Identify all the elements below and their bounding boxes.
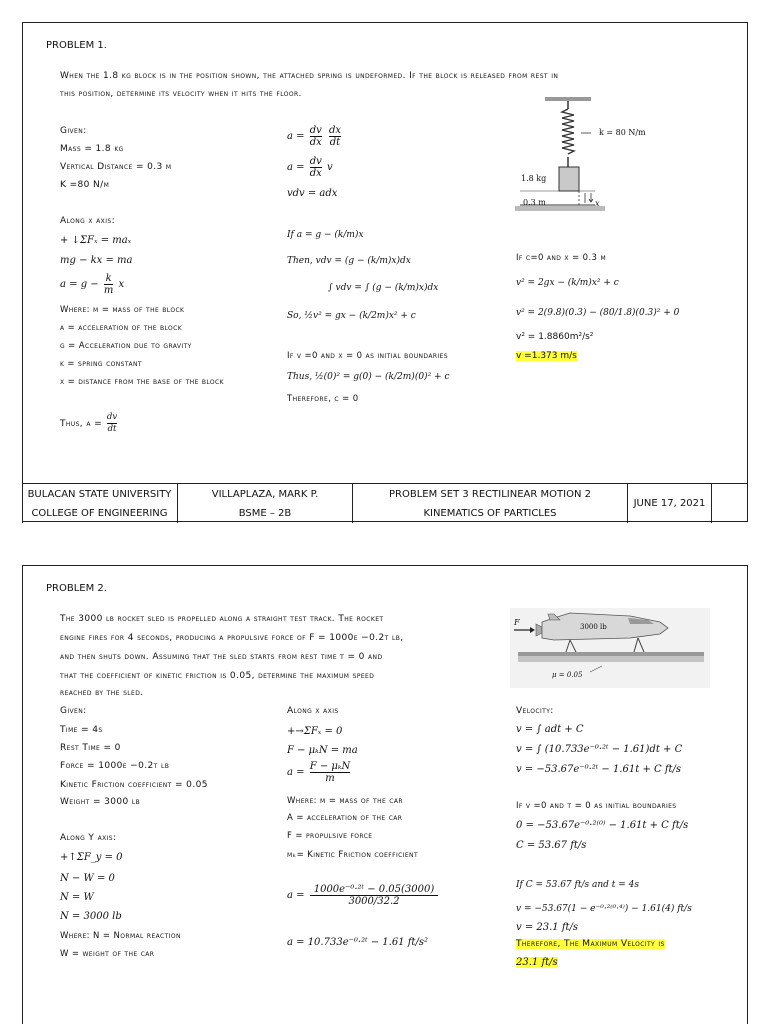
problem-2-statement-4: that the coefficient of kinetic friction is 0.05, determine the maximum speed bbox=[60, 671, 375, 681]
p2-x-where-2: A = acceleration of the car bbox=[287, 813, 403, 823]
problem-2-statement-1: The 3000 lb rocket sled is propelled along a straight test track. The rocket bbox=[60, 614, 384, 624]
middle-eq-1-lhs: a = bbox=[287, 131, 305, 142]
p2-y-eq-1: +↑ΣF_y = 0 bbox=[60, 852, 123, 863]
footer-date-value: JUNE 17, 2021 bbox=[633, 498, 706, 509]
middle-eq-2-den: dx bbox=[309, 168, 322, 179]
middle-eq-6: ∫ vdv = ∫ (g − (k/m)x)dx bbox=[328, 283, 439, 293]
rocket-sled-diagram bbox=[510, 608, 710, 688]
where-line-3: g = Acceleration due to gravity bbox=[60, 341, 192, 351]
footer-school-line-1: BULACAN STATE UNIVERSITY bbox=[27, 488, 172, 500]
problem-2-title: PROBLEM 2. bbox=[46, 583, 107, 594]
thus-equation bbox=[60, 412, 119, 435]
p2-velocity-eq-1: v = ∫ adt + C bbox=[516, 724, 584, 735]
where-line-2: a = acceleration of the block bbox=[60, 323, 183, 333]
p2-y-where-1: Where: N = Normal reaction bbox=[60, 931, 181, 941]
p2-velocity-eq-9: v = 23.1 ft/s bbox=[516, 922, 579, 933]
given-k: K =80 N/m bbox=[60, 180, 110, 190]
p2-y-eq-3: N = W bbox=[60, 892, 94, 903]
along-x-label: Along x axis: bbox=[60, 216, 116, 226]
footer-student bbox=[178, 484, 353, 523]
problem-2-statement-2: engine fires for 4 seconds, producing a propulsive force of F = 1000e −0.2t lb, bbox=[60, 633, 404, 643]
middle-eq-9: Thus, ½(0)² = g(0) − (k/2m)(0)² + c bbox=[287, 372, 450, 382]
p2-x-eq-2: F − μₖN = ma bbox=[287, 745, 358, 756]
middle-eq-1-n1: dv bbox=[309, 125, 322, 136]
p2-given-force: Force = 1000e −0.2t lb bbox=[60, 761, 170, 771]
right-eq-3: v² = 2(9.8)(0.3) − (80/1.8)(0.3)² + 0 bbox=[516, 308, 680, 318]
figure-2-force-label: F bbox=[514, 618, 520, 627]
middle-eq-2-rhs: v bbox=[326, 162, 333, 173]
thus-label: Thus, a = bbox=[60, 419, 103, 429]
problem-2-statement-3: and then shuts down. Assuming that the sled starts from rest time t = 0 and bbox=[60, 652, 383, 662]
where-line-1: Where: m = mass of the block bbox=[60, 305, 185, 315]
footer-left-border bbox=[22, 483, 23, 523]
p2-x-eq-1: +→ΣFₓ = 0 bbox=[287, 726, 343, 737]
where-line-5: x = distance from the base of the block bbox=[60, 377, 224, 387]
thus-num: dv bbox=[106, 412, 118, 422]
footer-table bbox=[22, 483, 748, 522]
footer-date bbox=[628, 484, 712, 523]
p2-velocity-eq-3: v = −53.67e⁻⁰·²ᵗ − 1.61t + C ft/s bbox=[516, 764, 682, 775]
p2-given-weight: Weight = 3000 lb bbox=[60, 797, 141, 807]
figure-1-mass-label: 1.8 kg bbox=[521, 174, 547, 183]
spring-block-diagram bbox=[515, 95, 685, 215]
footer-student-name: VILLAPLAZA, MARK P. bbox=[211, 488, 319, 500]
p2-x-where-3: F = propulsive force bbox=[287, 831, 373, 841]
p2-x-eq-3-num: F − μₖN bbox=[309, 761, 351, 772]
p2-x-eq-4-lhs: a = bbox=[287, 890, 305, 901]
equation-sum-forces: + ↓ΣFₓ = maₓ bbox=[60, 235, 132, 246]
p2-velocity-eq-7: If C = 53.67 ft/s and t = 4s bbox=[516, 880, 639, 890]
middle-eq-3: vdv = adx bbox=[287, 188, 338, 199]
footer-set-title: PROBLEM SET 3 RECTILINEAR MOTION 2 bbox=[389, 488, 591, 500]
middle-eq-2 bbox=[287, 156, 333, 179]
given-mass: Mass = 1.8 kg bbox=[60, 144, 124, 154]
p2-x-eq-3-den: m bbox=[325, 773, 335, 784]
p2-answer-line-2: 23.1 ft/s bbox=[516, 957, 558, 968]
p2-x-where-4: μₖ= Kinetic Friction coefficient bbox=[287, 850, 419, 860]
given-distance: Vertical Distance = 0.3 m bbox=[60, 162, 172, 172]
right-eq-1: If c=0 and x = 0.3 m bbox=[516, 253, 607, 263]
middle-eq-1-d2: dt bbox=[329, 137, 341, 148]
p2-velocity-eq-2: v = ∫ (10.733e⁻⁰·²ᵗ − 1.61)dt + C bbox=[516, 744, 683, 755]
p2-y-eq-2: N − W = 0 bbox=[60, 873, 115, 884]
p2-given-rest: Rest Time = 0 bbox=[60, 743, 121, 753]
rocket-sled-figure bbox=[510, 608, 710, 688]
figure-2-friction-label: μ = 0.05 bbox=[552, 671, 583, 679]
p2-velocity-label: Velocity: bbox=[516, 706, 554, 716]
spring-block-figure bbox=[515, 95, 685, 215]
p2-x-eq-4-num: 1000e⁻⁰·²ᵗ − 0.05(3000) bbox=[310, 884, 439, 896]
middle-eq-2-lhs: a = bbox=[287, 162, 305, 173]
footer-student-section: BSME – 2B bbox=[238, 507, 292, 519]
p2-x-eq-4 bbox=[287, 884, 440, 907]
p2-x-eq-3-lhs: a = bbox=[287, 767, 305, 778]
equation-mg: mg − kx = ma bbox=[60, 255, 133, 266]
middle-eq-7: So, ½v² = gx − (k/2m)x² + c bbox=[287, 311, 416, 321]
problem-1-statement-line-1: When the 1.8 kg block is in the position shown, the attached spring is undeformed. If the block is released from rest in bbox=[60, 71, 559, 81]
figure-1-spring-constant: k = 80 N/m bbox=[599, 128, 646, 137]
where-line-4: k = spring constant bbox=[60, 359, 142, 369]
figure-2-weight-label: 3000 lb bbox=[580, 623, 607, 631]
middle-eq-1 bbox=[287, 125, 343, 148]
p2-x-label: Along x axis bbox=[287, 706, 339, 716]
middle-eq-10: Therefore, c = 0 bbox=[287, 394, 359, 404]
problem-1-statement-line-2: this position, determine its velocity when it hits the floor. bbox=[60, 89, 302, 99]
right-eq-2: v² = 2gx − (k/m)x² + c bbox=[516, 278, 619, 288]
p2-answer-line-1: Therefore, The Maximum Velocity is bbox=[516, 939, 665, 949]
footer-school-line-2: COLLEGE OF ENGINEERING bbox=[31, 507, 168, 519]
p2-x-where-1: Where: m = mass of the car bbox=[287, 796, 403, 806]
middle-eq-1-n2: dx bbox=[328, 125, 342, 136]
p2-velocity-eq-4: If v =0 and t = 0 as initial boundaries bbox=[516, 801, 677, 811]
p2-given-time: Time = 4s bbox=[60, 725, 103, 735]
p2-y-eq-4: N = 3000 lb bbox=[60, 911, 122, 922]
p2-given-friction: Kinetic Friction coefficient = 0.05 bbox=[60, 780, 208, 790]
equation-a-den: m bbox=[103, 285, 114, 296]
middle-eq-8: If v =0 and x = 0 as initial boundaries bbox=[287, 351, 448, 361]
footer-problem-set bbox=[353, 484, 628, 523]
thus-den: dt bbox=[107, 424, 117, 434]
equation-a-lhs: a = g − bbox=[60, 279, 99, 290]
p2-given-label: Given: bbox=[60, 706, 87, 716]
p2-x-eq-3 bbox=[287, 761, 352, 784]
middle-eq-5: Then, vdv = (g − (k/m)x)dx bbox=[287, 256, 411, 266]
problem-2-statement-5: reached by the sled. bbox=[60, 688, 144, 698]
problem-1-title: PROBLEM 1. bbox=[46, 40, 107, 51]
p2-x-eq-4-den: 3000/32.2 bbox=[348, 896, 400, 907]
middle-eq-2-num: dv bbox=[309, 156, 322, 167]
footer-set-sub: KINEMATICS OF PARTICLES bbox=[423, 507, 557, 519]
right-eq-4: v² = 1.8860m²/s² bbox=[516, 332, 594, 342]
figure-1-x-label: x bbox=[595, 199, 600, 208]
figure-1-distance-label: 0.3 m bbox=[523, 198, 546, 207]
p2-velocity-eq-5: 0 = −53.67e⁻⁰·²⁽⁰⁾ − 1.61t + C ft/s bbox=[516, 820, 689, 831]
p2-velocity-eq-6: C = 53.67 ft/s bbox=[516, 840, 587, 851]
equation-a bbox=[60, 273, 124, 296]
middle-eq-4: If a = g − (k/m)x bbox=[287, 230, 364, 240]
p2-y-where-2: W = weight of the car bbox=[60, 949, 155, 959]
answer-velocity: v =1.373 m/s bbox=[516, 351, 577, 361]
footer-school bbox=[22, 484, 178, 523]
p2-x-eq-5: a = 10.733e⁻⁰·²ᵗ − 1.61 ft/s² bbox=[287, 937, 428, 948]
middle-eq-1-d1: dx bbox=[309, 137, 322, 148]
equation-a-num: k bbox=[105, 273, 112, 284]
equation-a-rhs: x bbox=[118, 279, 125, 290]
given-label: Given: bbox=[60, 126, 87, 136]
p2-velocity-eq-8: v = −53.67(1 − e⁻⁰·²⁽⁰·⁴⁾) − 1.61(4) ft/s bbox=[516, 904, 692, 914]
p2-y-label: Along Y axis: bbox=[60, 833, 117, 843]
